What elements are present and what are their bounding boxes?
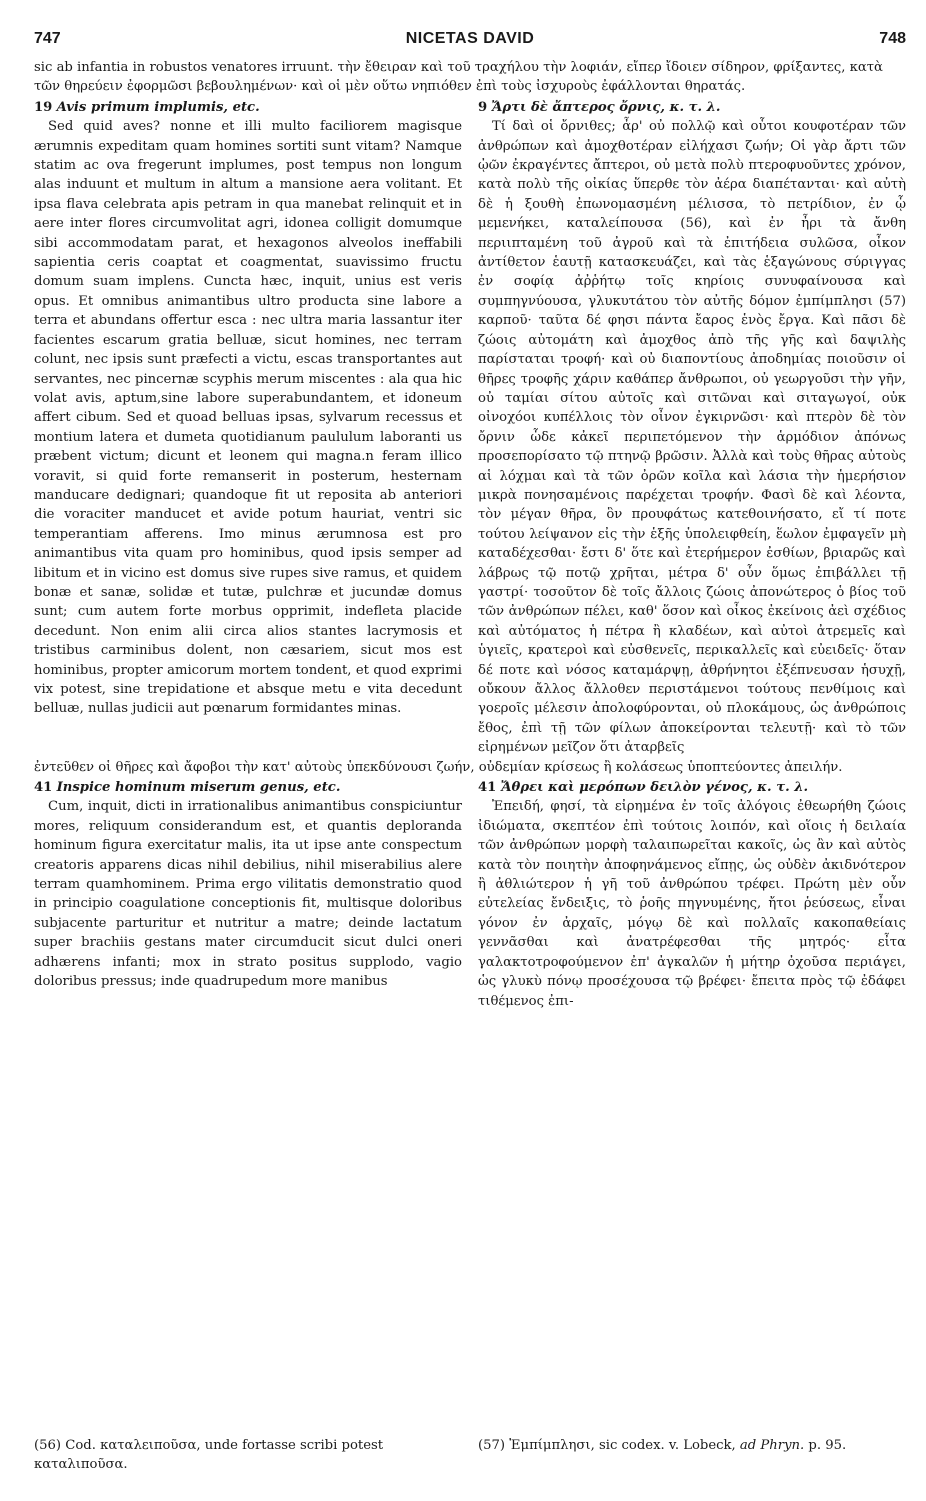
lemma-number: 41: [478, 780, 497, 796]
latin-paragraph-1: Sed quid aves? nonne et illi multo faciliorem magisque ærumnis expeditam quam homines sortiti sunt vitam? Namque statim ac ova fregerunt implumes, post tempus non longum alas induunt et multum in altum a mansione aera volitant. Et ipsa flava celebrata apis petram in qua manebat relinquit et in aere inter flores circumvolitat agri, idonea colligit domumque sibi accommodatam parat, et hexagonos alveolos ineffabili sapientia ceris coaptat et coagmentat, suavissimo fructu domum suam implens. Cuncta hæc, inquit, unius est veris opus. Et omnibus animantibus ultro producta sine labore a terra et abundans offertur esca : nec ultra maria lassantur iter facientes escarum gratia belluæ, sicut homines, nec terram colunt, nec ipsis sunt præfecti a victu, escas transportantes aut servantes, nec pincernæ scyphis merum miscentes : ala qua hic volat avis, aptum,sine labore superabundantem, et idoneum affert cibum. Sed et quoad belluas ipsas, sylvarum recessus et montium latera et dumeta quotidianum paululum laboranti us præbent victum; dicunt et leonem qui magna.n feram illico voravit, si quid forte remanserit in posterum, hesternam manducare dedignari; quandoque fit ut reposita ab anteriori die voraciter manducet et avide potum hauriat, ventri sic temperantiam afferens. Imo minus ærumnosa est pro animantibus vita quam pro hominibus, quod ipsis semper ad libitum et in vicino est domus sive rupes sive ramus, et quidem bonæ et sanæ, solidæ et tutæ, pulchræ et jucundæ domus sunt; cum autem forte morbus opprimit, indefleta placide decedunt. Non enim alii circa alios stantes lacrymosis et tristibus carminibus dolent, non cæsariem, sicut mos est hominibus, propter amicorum mortem tondent, et quod exprimi vix potest, sine trepidatione et absque metu e vita decedunt belluæ, nullas judicii aut pœnarum formidantes minas.: [34, 119, 462, 717]
lemma-text: Avis primum implumis, etc.: [56, 99, 260, 115]
mid-spanning-text: ἐντεῦθεν οἱ θῆρες καὶ ἄφοβοι τὴν κατ' αὐτοὺς ὑπεκδύνουσι ζωήν, οὐδεμίαν κρίσεως ἢ κολάσεως ὑποπτεύοντες ἀπειλήν.: [34, 759, 843, 775]
lemma-number: 41: [34, 780, 53, 796]
lemma-number: 9: [478, 99, 488, 115]
two-column-body: [34, 97, 906, 758]
footnotes: [34, 1436, 906, 1474]
latin-lemma-41: [34, 778, 462, 797]
greek-lemma-9: [478, 98, 906, 117]
footnote-56: (56) Cod. καταλειποῦσα, unde fortasse scribi potest καταλιποῦσα.: [34, 1438, 384, 1472]
greek-paragraph-1: Τί δαὶ οἱ ὄρνιθες; ἆρ' οὐ πολλῷ καὶ οὗτοι κουφοτέραν τῶν ἀνθρώπων καὶ ἀμοχθοτέραν εἰλήχασι ζωήν; Οἱ γὰρ ἄρτι τῶν ᾠῶν ἐκραγέντες ἄπτεροι, οὐ μετὰ πολὺ πτεροφυοῦντες χρόνον, κατὰ πολὺ τῆς οἰκίας ὕπερθε τὸν ἀέρα διαπέτανται· καὶ αὐτὴ δὲ ἡ ξουθὴ ἐπωνομασμένη μέλισσα, τὸ πετρίδιον, ἐν ᾧ μεμενήκει, καταλείπουσα (56), καὶ ἐν ἦρι τὰ ἄνθη περιιπταμένη τοῦ ἀγροῦ καὶ τὰ ἐπιτήδεια συλῶσα, οἶκον ἀντίθετον ἑαυτῇ κατασκευάζει, καὶ τὰς ἑξαγώνους σύριγγας ἐν σοφίᾳ ἀῤῥήτῳ τοῖς κηρίοις συνυφαίνουσα καὶ συμπηγνύουσα, γλυκυτάτου τὸν αὐτῆς δόμον ἐμπίμπλησι (57) καρποῦ· ταῦτα δέ φησι πάντα ἔαρος ἑνὸς ἔργα. Καὶ πᾶσι δὲ ζώοις αὐτομάτη καὶ ἀμοχθος ἀπὸ τῆς γῆς καὶ δαψιλὴς παρίσταται τροφή· καὶ οὐ διαποντίους ἀποδημίας ποιοῦσιν οἱ θῆρες τροφῆς χάριν καθάπερ ἄνθρωποι, οὐ γεωργοῦσι τὴν γῆν, οὐ ταμίαι σίτου αὐτοῖς καὶ σιτῶναι καὶ σιταγωγοί, οὐκ οἰνοχόοι κυπέλλοις τὸν οἶνον ἐγκιρνῶσι· καὶ πτερὸν δὲ τὸν ὄρνιν ὧδε κἀκεῖ περιπετόμενον τὴν ἁρμόδιον ἀπόνως προσεπορίσατο τῷ πτηνῷ βρῶσιν. Ἀλλὰ καὶ τοὺς θῆρας αὐτοὺς αἱ λόχμαι καὶ τὰ τῶν ὀρῶν κοῖλα καὶ λάσια τὴν ἡμερήσιον μικρὰ πονησαμένοις παρέχεται τροφήν. Φασὶ δὲ καὶ λέοντα, τὸν μέγαν θῆρα, ὃν προυφάτως κατεθοινήσατο, εἴ τί ποτε τούτου λείψανον εἰς τὴν ἑξῆς ὑπολειφθείη, ἕωλον ἐμφαγεῖν μὴ καταδέχεσθαι· ἔστι δ' ὅτε καὶ ἐτερήμερον ἐσθίων, βριαρῶς καὶ λάβρως τῷ ποτῷ χρῆται, μέτρα δ' οὖν ὅμως ἐπιβάλλει τῇ γαστρί· τοσοῦτον δὲ τοῖς ἄλλοις ζώοις ἀπονώτερος ὁ βίος τοῦ τῶν ἀνθρώπων πέλει, καθ' ὅσον καὶ οἶκος ἐκείνοις ἀεὶ σχέδιος καὶ αὐτόματος ἡ πέτρα ἢ κλαδέων, καὶ αὐτοὶ ἀτρεμεῖς καὶ ὑγιεῖς, κρατεροὶ καὶ εὐσθενεῖς, περικαλλεῖς καὶ εὐειδεῖς· ὅταν δέ ποτε καὶ νόσος καταμάρψῃ, ἀθρήνητοι ἐξέπνευσαν ἡσυχῇ, οὔκουν ἄλλος ἄλλοθεν περιστάμενοι τούτους πενθίμοις καὶ γοεροῖς μέλεσιν ἀπολοφύρονται, οὐ πλοκάμους, ὡς ἀνθρώποις ἔθος, ἐπὶ τῇ τῶν φίλων ἀποκείρονται τελευτῇ· καὶ τὸ τῶν εἰρημένων μεῖζον ὅτι ἀταρβεῖς: [478, 119, 906, 756]
greek-column-2: [478, 777, 906, 1011]
footnote-57-text: (57) Ἐμπίμπλησι, sic codex. v. Lobeck,: [478, 1438, 740, 1453]
latin-column-2: [34, 777, 462, 1011]
lemma-text: Inspice hominum miserum genus, etc.: [56, 780, 341, 796]
latin-lemma-19: [34, 98, 462, 117]
lemma-text: Ἄθρει καὶ μερόπων δειλὸν γένος, κ. τ. λ.: [500, 780, 809, 796]
lemma-text: Ἄρτι δὲ ἄπτερος ὄρνις, κ. τ. λ.: [491, 99, 721, 115]
running-header: [34, 30, 906, 58]
top-spanning-text: sic ab infantia in robustos venatores irruunt. τὴν ἔθειραν καὶ τοῦ τραχήλου τὴν λοφιάν, εἴπερ ἴδοιεν σίδηρον, φρίξαντες, κατὰ τῶν θηρεύειν ἐφορμῶσι βεβουλημένων· καὶ οἱ μὲν οὕτω νηπιόθεν ἐπὶ τοὺς ἰσχυροὺς ἐφάλλονται θηρατάς.: [34, 60, 883, 95]
greek-paragraph-2: Ἐπειδή, φησί, τὰ εἰρημένα ἐν τοῖς ἀλόγοις ἐθεωρήθη ζώοις ἰδιώματα, σκεπτέον ἐπὶ τούτοις λοιπόν, καὶ οἵοις ἡ δειλαία τῶν ἀνθρώπων μορφὴ ταλαιπωρεῖται κακοῖς, ὡς ἂν καὶ αὐτὸς κατὰ τὸν ποιητὴν ἀποφηνάμενος εἴπῃς, ὡς οὐδὲν ἀκιδνότερον ἢ ἀθλιώτερον ἡ γῆ τοῦ ἀνθρώπου τρέφει. Πρώτη μὲν οὖν εὐτελείας ἔνδειξις, τὸ ῥοῆς πηγνυμένης, ἤτοι ῥεύσεως, εἶναι γόνον ἐν ἀρχαῖς, μόγῳ δὲ καὶ πολλαῖς κακοπαθείαις γεννᾶσθαι καὶ ἀνατρέφεσθαι τῆς μητρός· εἶτα γαλακτοτροφούμενον ἐπ' ἀγκαλῶν ἡ μήτηρ ὀχοῦσα περιάγει, ὡς γλυκὺ πόνῳ προσέχουσα τῷ βρέφει· ἔπειτα πρὸς τῷ ἐδάφει τιθέμενος ἐπι-: [478, 799, 906, 1009]
two-column-body-2: [34, 777, 906, 1011]
latin-column: [34, 97, 462, 758]
lemma-number: 19: [34, 99, 53, 115]
greek-lemma-41: [478, 778, 906, 797]
latin-paragraph-2: Cum, inquit, dicti in irrationalibus animantibus conspiciuntur mores, reliquum considerandum est, et quantis deploranda hominum figura exercitatur malis, ita ut ipse ante conspectum creatoris apparens dicas nihil debilius, nihil miserabilius alere terram quamhominem. Prima ergo vilitatis demonstratio quod in principio coagulatione conceptionis fit, multisque doloribus subjacente parturitur et nutritur a matre; deinde lactatum super brachiis gestans mater circumducit sicut dulci oneri adhærens infanti; mox in strato positus supplodo, vagio doloribus pressus; inde quadrupedum more manibus: [34, 799, 462, 990]
footnote-57-ref: ad Phryn.: [739, 1438, 805, 1453]
footnote-57-page: p. 95.: [804, 1438, 847, 1453]
running-title: NICETAS DAVID: [405, 30, 535, 47]
greek-column: [478, 97, 906, 758]
footnote-57: [478, 1436, 906, 1474]
page-number-right: 748: [879, 30, 906, 47]
page-number-left: 747: [34, 30, 61, 47]
page: [34, 30, 906, 1480]
